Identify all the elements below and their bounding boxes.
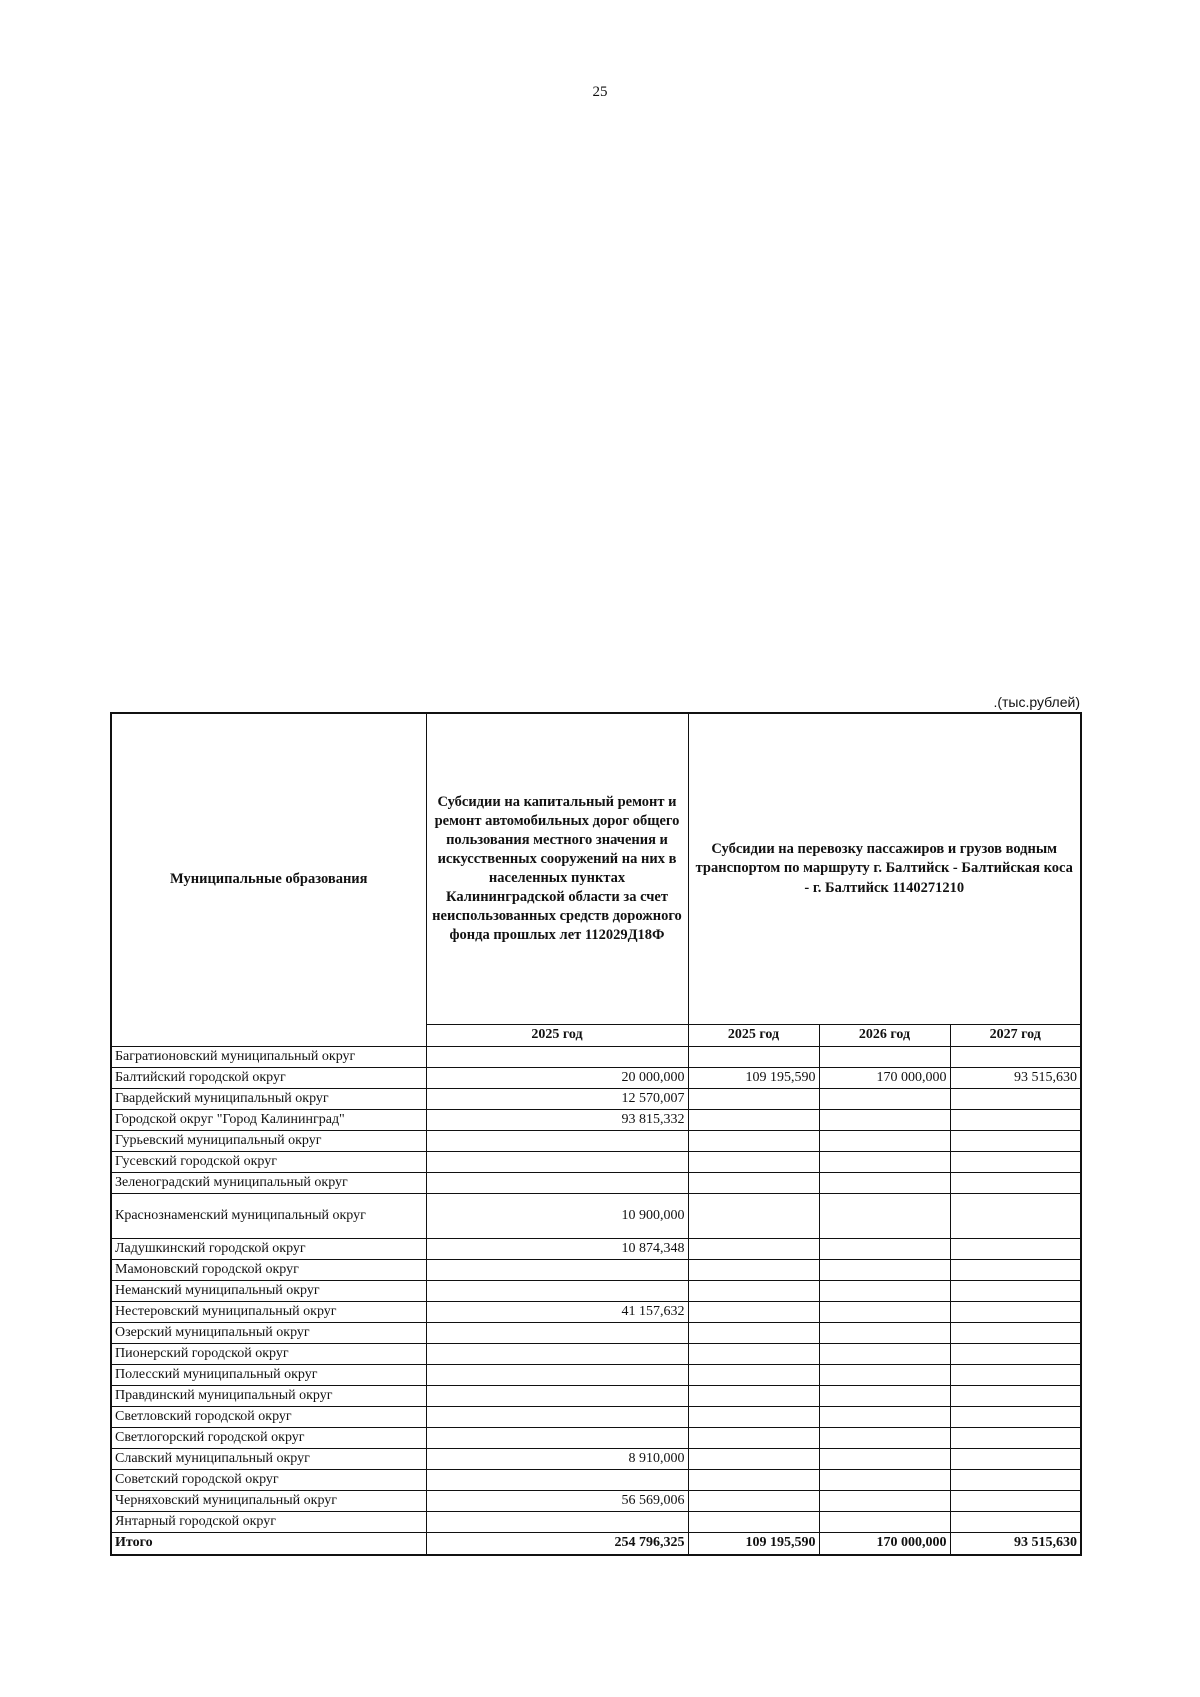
water-2025-value (688, 1491, 819, 1512)
water-2026-value: 170 000,000 (819, 1068, 950, 1089)
water-2027-value (950, 1281, 1081, 1302)
roads-2025-value (426, 1281, 688, 1302)
water-2025-value: 109 195,590 (688, 1068, 819, 1089)
water-2027-value (950, 1194, 1081, 1239)
municipality-name: Светлогорский городской округ (111, 1428, 426, 1449)
water-2025-value (688, 1365, 819, 1386)
total-water-2026: 170 000,000 (819, 1533, 950, 1556)
water-2027-value (950, 1260, 1081, 1281)
water-2025-value (688, 1239, 819, 1260)
water-2025-value (688, 1131, 819, 1152)
table-row (111, 1089, 1081, 1110)
municipality-name: Зеленоградский муниципальный округ (111, 1173, 426, 1194)
table-row (111, 1047, 1081, 1068)
roads-2025-value: 8 910,000 (426, 1449, 688, 1470)
municipality-name: Славский муниципальный округ (111, 1449, 426, 1470)
table-row (111, 1194, 1081, 1239)
units-note: .(тыс.рублей) (993, 694, 1080, 710)
water-2027-value (950, 1470, 1081, 1491)
roads-2025-value (426, 1131, 688, 1152)
table-row (111, 1386, 1081, 1407)
water-2027-value (950, 1131, 1081, 1152)
municipality-name: Неманский муниципальный округ (111, 1281, 426, 1302)
water-2026-value (819, 1344, 950, 1365)
water-2026-value (819, 1152, 950, 1173)
water-2026-value (819, 1365, 950, 1386)
municipality-name: Правдинский муниципальный округ (111, 1386, 426, 1407)
table-row (111, 1281, 1081, 1302)
roads-2025-value (426, 1365, 688, 1386)
table-row (111, 1428, 1081, 1449)
water-2027-value (950, 1110, 1081, 1131)
water-2027-value (950, 1089, 1081, 1110)
roads-2025-value (426, 1323, 688, 1344)
roads-2025-value: 10 874,348 (426, 1239, 688, 1260)
water-2027-value (950, 1302, 1081, 1323)
header-subsidy-roads: Субсидии на капитальный ремонт и ремонт автомобильных дорог общего пользования местного значения и искусственных сооружений на них в населенных пунктах Калининградской области за счет неиспользованных средств дорожного фонда прошлых лет 112029Д18Ф (426, 713, 688, 1025)
roads-2025-value (426, 1386, 688, 1407)
water-2026-value (819, 1386, 950, 1407)
municipality-name: Полесский муниципальный округ (111, 1365, 426, 1386)
roads-2025-value: 41 157,632 (426, 1302, 688, 1323)
water-2027-value: 93 515,630 (950, 1068, 1081, 1089)
table-row (111, 1407, 1081, 1428)
table-row (111, 1173, 1081, 1194)
municipality-name: Багратионовский муниципальный округ (111, 1047, 426, 1068)
water-2025-value (688, 1470, 819, 1491)
total-label: Итого (111, 1533, 426, 1556)
roads-2025-value (426, 1173, 688, 1194)
roads-2025-value: 20 000,000 (426, 1068, 688, 1089)
table-row (111, 1323, 1081, 1344)
water-2025-value (688, 1428, 819, 1449)
table-row (111, 1302, 1081, 1323)
water-2026-value (819, 1173, 950, 1194)
water-2025-value (688, 1407, 819, 1428)
table-row (111, 1470, 1081, 1491)
municipality-name: Озерский муниципальный округ (111, 1323, 426, 1344)
roads-2025-value (426, 1047, 688, 1068)
water-2026-value (819, 1470, 950, 1491)
water-2025-value (688, 1047, 819, 1068)
table-row (111, 1260, 1081, 1281)
municipality-name: Гурьевский муниципальный округ (111, 1131, 426, 1152)
year-water-2025: 2025 год (688, 1025, 819, 1047)
municipality-name: Балтийский городской округ (111, 1068, 426, 1089)
water-2026-value (819, 1323, 950, 1344)
table-row (111, 1152, 1081, 1173)
water-2025-value (688, 1344, 819, 1365)
water-2027-value (950, 1047, 1081, 1068)
municipality-name: Гвардейский муниципальный округ (111, 1089, 426, 1110)
table-row (111, 1110, 1081, 1131)
water-2025-value (688, 1089, 819, 1110)
municipality-name: Мамоновский городской округ (111, 1260, 426, 1281)
table-row (111, 1068, 1081, 1089)
water-2025-value (688, 1302, 819, 1323)
water-2026-value (819, 1239, 950, 1260)
water-2027-value (950, 1173, 1081, 1194)
water-2026-value (819, 1260, 950, 1281)
water-2025-value (688, 1323, 819, 1344)
water-2026-value (819, 1449, 950, 1470)
year-water-2027: 2027 год (950, 1025, 1081, 1047)
roads-2025-value: 56 569,006 (426, 1491, 688, 1512)
water-2025-value (688, 1260, 819, 1281)
table-row (111, 1239, 1081, 1260)
table-row (111, 1365, 1081, 1386)
water-2026-value (819, 1110, 950, 1131)
water-2025-value (688, 1152, 819, 1173)
water-2027-value (950, 1449, 1081, 1470)
water-2027-value (950, 1239, 1081, 1260)
header-subsidy-water-transport: Субсидии на перевозку пассажиров и грузов водным транспортом по маршруту г. Балтийск - Балтийская коса - г. Балтийск 1140271210 (688, 713, 1081, 1025)
year-roads-2025: 2025 год (426, 1025, 688, 1047)
water-2026-value (819, 1407, 950, 1428)
water-2025-value (688, 1386, 819, 1407)
water-2027-value (950, 1386, 1081, 1407)
water-2025-value (688, 1110, 819, 1131)
table-row (111, 1491, 1081, 1512)
water-2025-value (688, 1449, 819, 1470)
roads-2025-value: 10 900,000 (426, 1194, 688, 1239)
water-2027-value (950, 1323, 1081, 1344)
municipality-name: Янтарный городской округ (111, 1512, 426, 1533)
municipality-name: Ладушкинский городской округ (111, 1239, 426, 1260)
roads-2025-value: 12 570,007 (426, 1089, 688, 1110)
water-2026-value (819, 1089, 950, 1110)
total-water-2025: 109 195,590 (688, 1533, 819, 1556)
municipality-name: Черняховский муниципальный округ (111, 1491, 426, 1512)
header-municipalities: Муниципальные образования (111, 713, 426, 1047)
municipality-name: Городской округ "Город Калининград" (111, 1110, 426, 1131)
municipality-name: Краснознаменский муниципальный округ (111, 1194, 426, 1239)
table-header-row (111, 713, 1081, 1025)
water-2027-value (950, 1365, 1081, 1386)
roads-2025-value (426, 1152, 688, 1173)
water-2026-value (819, 1512, 950, 1533)
roads-2025-value (426, 1512, 688, 1533)
subsidies-table (110, 712, 1082, 1556)
water-2027-value (950, 1152, 1081, 1173)
roads-2025-value: 93 815,332 (426, 1110, 688, 1131)
table-row (111, 1449, 1081, 1470)
municipality-name: Гусевский городской округ (111, 1152, 426, 1173)
table-row (111, 1512, 1081, 1533)
municipality-name: Светловский городской округ (111, 1407, 426, 1428)
municipality-name: Советский городской округ (111, 1470, 426, 1491)
water-2026-value (819, 1131, 950, 1152)
roads-2025-value (426, 1260, 688, 1281)
roads-2025-value (426, 1470, 688, 1491)
water-2027-value (950, 1407, 1081, 1428)
municipality-name: Пионерский городской округ (111, 1344, 426, 1365)
water-2026-value (819, 1302, 950, 1323)
total-row (111, 1533, 1081, 1556)
water-2026-value (819, 1428, 950, 1449)
table-row (111, 1131, 1081, 1152)
water-2025-value (688, 1281, 819, 1302)
water-2027-value (950, 1512, 1081, 1533)
water-2025-value (688, 1173, 819, 1194)
total-water-2027: 93 515,630 (950, 1533, 1081, 1556)
water-2026-value (819, 1281, 950, 1302)
table-body (111, 1047, 1081, 1533)
total-roads-2025: 254 796,325 (426, 1533, 688, 1556)
water-2027-value (950, 1491, 1081, 1512)
roads-2025-value (426, 1428, 688, 1449)
water-2027-value (950, 1344, 1081, 1365)
water-2026-value (819, 1491, 950, 1512)
page-number: 25 (592, 84, 608, 100)
year-water-2026: 2026 год (819, 1025, 950, 1047)
water-2027-value (950, 1428, 1081, 1449)
water-2026-value (819, 1047, 950, 1068)
water-2025-value (688, 1194, 819, 1239)
municipality-name: Нестеровский муниципальный округ (111, 1302, 426, 1323)
roads-2025-value (426, 1344, 688, 1365)
table-row (111, 1344, 1081, 1365)
roads-2025-value (426, 1407, 688, 1428)
water-2025-value (688, 1512, 819, 1533)
water-2026-value (819, 1194, 950, 1239)
